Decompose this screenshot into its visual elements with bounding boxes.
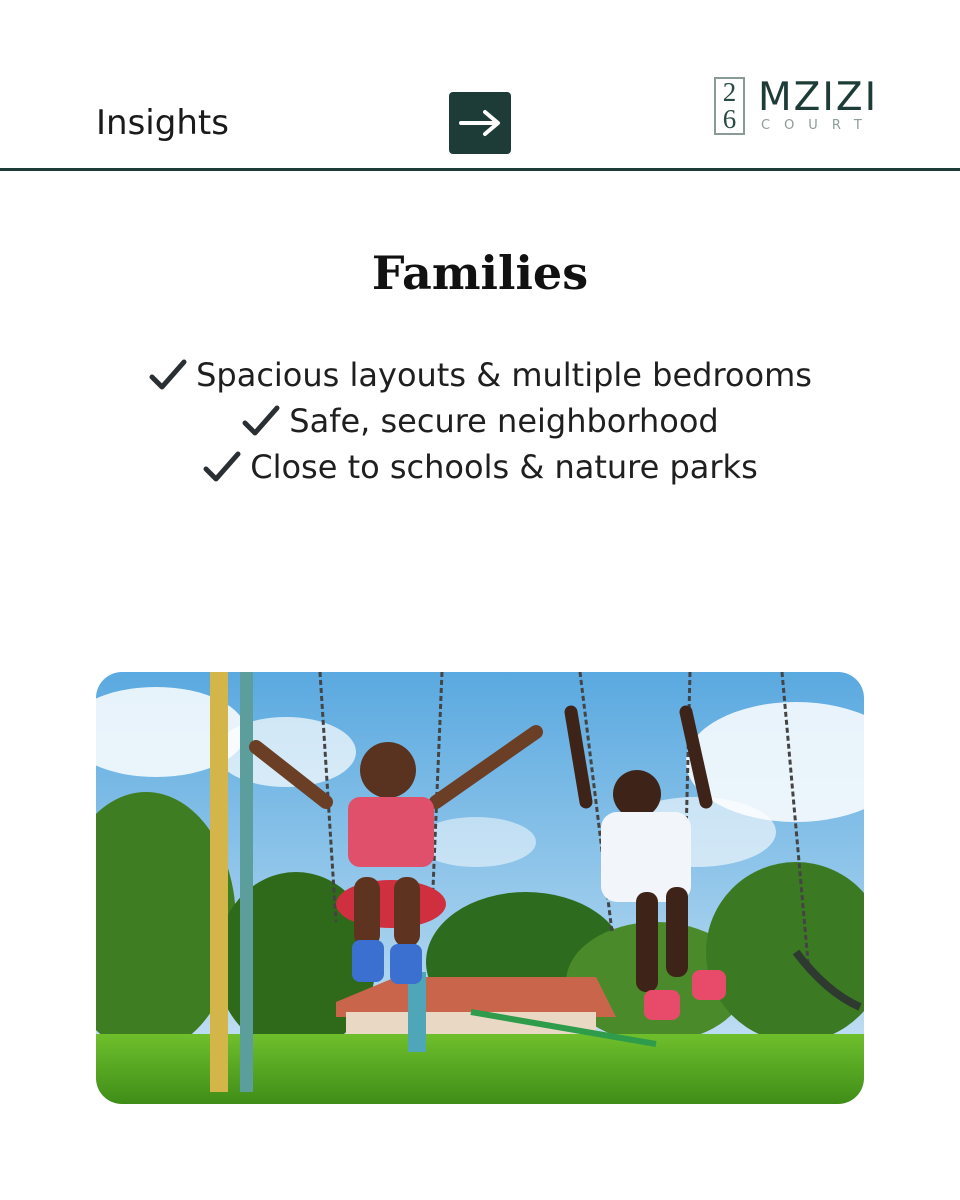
logo-subtitle: COURT [761,118,876,133]
list-item [0,398,960,444]
benefit-text: Close to schools & nature parks [250,448,758,486]
header [0,0,960,170]
swing-scene-illustration [96,672,864,1104]
list-item [0,444,960,490]
playground-photo [96,672,864,1104]
brand-logo [714,74,904,140]
arrow-right-icon [457,108,503,138]
logo-digit-top: 2 [722,77,737,107]
logo-name: MZIZI [758,75,879,120]
page-title: Families [371,246,589,300]
benefit-text: Spacious layouts & multiple bedrooms [196,356,812,394]
header-label: Insights [96,103,229,143]
next-button[interactable] [449,92,511,154]
benefit-text: Safe, secure neighborhood [289,402,719,440]
logo-mark [714,77,745,135]
checkmark-icon [202,450,242,484]
header-divider [0,168,960,171]
checkmark-icon [241,404,281,438]
checkmark-icon [148,358,188,392]
logo-digit-bottom: 6 [722,104,737,134]
benefit-list [0,352,960,490]
list-item [0,352,960,398]
